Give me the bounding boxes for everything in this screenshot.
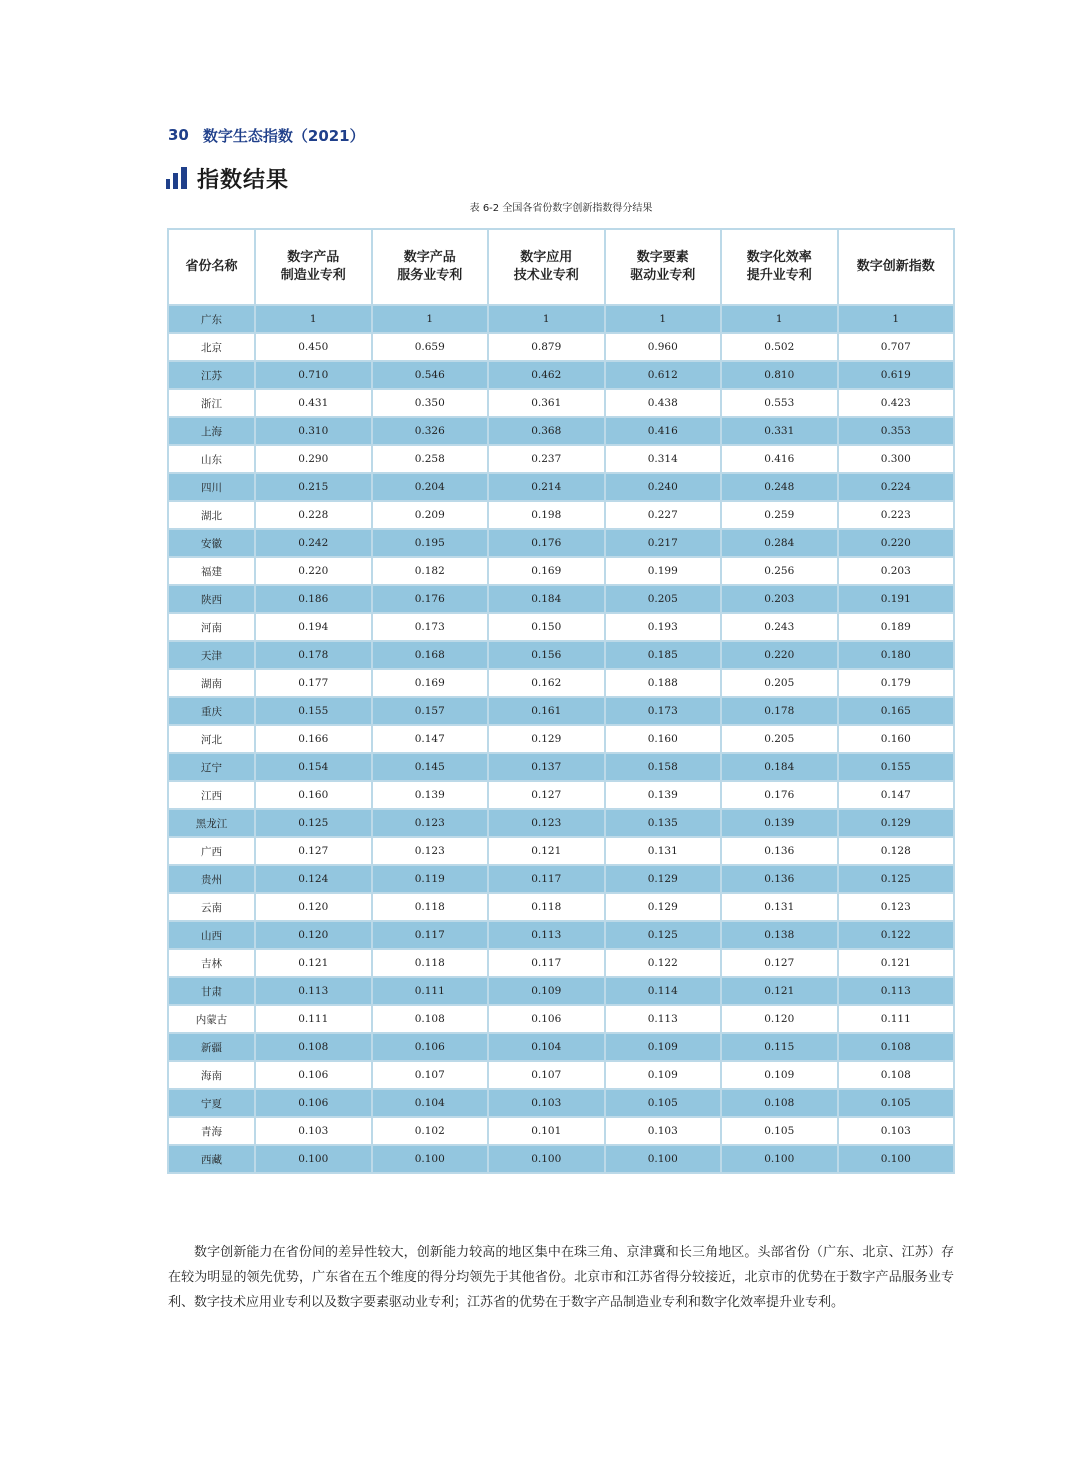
score-cell: 0.707 xyxy=(838,333,955,361)
section-heading xyxy=(166,163,289,193)
score-cell: 0.960 xyxy=(605,333,722,361)
score-cell: 0.160 xyxy=(838,725,955,753)
section-bars-icon xyxy=(166,167,187,189)
score-cell: 0.431 xyxy=(255,389,372,417)
table-row xyxy=(168,781,954,809)
score-cell: 0.243 xyxy=(721,613,838,641)
score-cell: 0.259 xyxy=(721,501,838,529)
score-cell: 0.205 xyxy=(721,669,838,697)
score-cell: 0.160 xyxy=(255,781,372,809)
score-cell: 0.204 xyxy=(372,473,489,501)
province-cell: 辽宁 xyxy=(168,753,255,781)
score-cell: 0.127 xyxy=(488,781,605,809)
table-body xyxy=(168,305,954,1173)
province-cell: 河北 xyxy=(168,725,255,753)
score-cell: 0.136 xyxy=(721,865,838,893)
score-cell: 0.136 xyxy=(721,837,838,865)
province-cell: 湖南 xyxy=(168,669,255,697)
table-row xyxy=(168,1145,954,1173)
score-cell: 0.104 xyxy=(372,1089,489,1117)
score-cell: 0.173 xyxy=(605,697,722,725)
score-cell: 0.108 xyxy=(721,1089,838,1117)
table-row xyxy=(168,305,954,333)
score-cell: 0.100 xyxy=(372,1145,489,1173)
score-cell: 0.240 xyxy=(605,473,722,501)
score-cell: 0.118 xyxy=(372,893,489,921)
score-cell: 0.120 xyxy=(721,1005,838,1033)
score-cell: 0.178 xyxy=(721,697,838,725)
score-cell: 0.106 xyxy=(255,1089,372,1117)
table-row xyxy=(168,501,954,529)
province-cell: 内蒙古 xyxy=(168,1005,255,1033)
score-cell: 0.118 xyxy=(372,949,489,977)
score-cell: 0.450 xyxy=(255,333,372,361)
score-cell: 0.158 xyxy=(605,753,722,781)
province-cell: 广西 xyxy=(168,837,255,865)
score-cell: 1 xyxy=(372,305,489,333)
score-cell: 0.189 xyxy=(838,613,955,641)
score-cell: 0.123 xyxy=(488,809,605,837)
score-cell: 0.314 xyxy=(605,445,722,473)
score-cell: 0.137 xyxy=(488,753,605,781)
score-cell: 0.109 xyxy=(605,1033,722,1061)
score-cell: 0.180 xyxy=(838,641,955,669)
score-cell: 0.125 xyxy=(838,865,955,893)
table-row xyxy=(168,977,954,1005)
score-cell: 1 xyxy=(838,305,955,333)
score-cell: 0.129 xyxy=(605,893,722,921)
score-cell: 0.109 xyxy=(721,1061,838,1089)
header-element-patent: 数字要素 驱动业专利 xyxy=(605,229,722,305)
header-efficiency-patent: 数字化效率 提升业专利 xyxy=(721,229,838,305)
score-cell: 0.258 xyxy=(372,445,489,473)
province-cell: 湖北 xyxy=(168,501,255,529)
score-cell: 0.310 xyxy=(255,417,372,445)
score-cell: 0.102 xyxy=(372,1117,489,1145)
score-cell: 0.150 xyxy=(488,613,605,641)
table-row xyxy=(168,641,954,669)
table-row xyxy=(168,445,954,473)
province-cell: 广东 xyxy=(168,305,255,333)
score-cell: 0.119 xyxy=(372,865,489,893)
score-cell: 0.100 xyxy=(838,1145,955,1173)
score-cell: 0.203 xyxy=(721,585,838,613)
score-cell: 0.135 xyxy=(605,809,722,837)
score-cell: 0.160 xyxy=(605,725,722,753)
score-cell: 0.242 xyxy=(255,529,372,557)
province-cell: 宁夏 xyxy=(168,1089,255,1117)
score-cell: 0.100 xyxy=(605,1145,722,1173)
score-cell: 0.103 xyxy=(255,1117,372,1145)
score-cell: 0.166 xyxy=(255,725,372,753)
score-cell: 0.169 xyxy=(488,557,605,585)
score-cell: 0.108 xyxy=(255,1033,372,1061)
score-cell: 0.147 xyxy=(372,725,489,753)
score-cell: 0.300 xyxy=(838,445,955,473)
score-cell: 0.350 xyxy=(372,389,489,417)
table-row xyxy=(168,613,954,641)
score-cell: 0.156 xyxy=(488,641,605,669)
body-paragraph: 数字创新能力在省份间的差异性较大，创新能力较高的地区集中在珠三角、京津冀和长三角地区。头部省份（广东、北京、江苏）存在较为明显的领先优势，广东省在五个维度的得分均领先于其他省份。北京市和江苏省得分较接近，北京市的优势在于数字产品服务业专利、数字技术应用业专利以及数字要素驱动业专利；江苏省的优势在于数字产品制造业专利和数字化效率提升业专利。 xyxy=(168,1245,954,1310)
header-manufacturing-patent: 数字产品 制造业专利 xyxy=(255,229,372,305)
score-cell: 0.123 xyxy=(372,837,489,865)
score-cell: 0.185 xyxy=(605,641,722,669)
score-cell: 0.710 xyxy=(255,361,372,389)
score-cell: 0.209 xyxy=(372,501,489,529)
province-cell: 吉林 xyxy=(168,949,255,977)
table-row xyxy=(168,389,954,417)
score-cell: 0.121 xyxy=(488,837,605,865)
table-row xyxy=(168,557,954,585)
province-cell: 河南 xyxy=(168,613,255,641)
score-cell: 0.215 xyxy=(255,473,372,501)
score-cell: 0.199 xyxy=(605,557,722,585)
table-row xyxy=(168,1061,954,1089)
table-row xyxy=(168,361,954,389)
score-cell: 0.810 xyxy=(721,361,838,389)
score-cell: 0.284 xyxy=(721,529,838,557)
table-row xyxy=(168,1033,954,1061)
score-cell: 0.123 xyxy=(838,893,955,921)
province-cell: 福建 xyxy=(168,557,255,585)
table-row xyxy=(168,1117,954,1145)
table-row xyxy=(168,417,954,445)
score-cell: 0.139 xyxy=(721,809,838,837)
score-cell: 0.184 xyxy=(721,753,838,781)
province-cell: 甘肃 xyxy=(168,977,255,1005)
score-cell: 0.214 xyxy=(488,473,605,501)
score-cell: 0.154 xyxy=(255,753,372,781)
score-cell: 0.109 xyxy=(488,977,605,1005)
score-cell: 0.105 xyxy=(721,1117,838,1145)
header-application-patent: 数字应用 技术业专利 xyxy=(488,229,605,305)
score-cell: 0.103 xyxy=(605,1117,722,1145)
score-cell: 0.176 xyxy=(721,781,838,809)
header-innovation-index: 数字创新指数 xyxy=(838,229,955,305)
score-cell: 0.117 xyxy=(372,921,489,949)
section-title: 指数结果 xyxy=(197,167,290,193)
score-cell: 0.423 xyxy=(838,389,955,417)
table-row xyxy=(168,669,954,697)
score-cell: 0.205 xyxy=(721,725,838,753)
province-cell: 西藏 xyxy=(168,1145,255,1173)
score-cell: 0.120 xyxy=(255,921,372,949)
table-row xyxy=(168,921,954,949)
score-cell: 0.179 xyxy=(838,669,955,697)
province-cell: 山西 xyxy=(168,921,255,949)
score-cell: 0.659 xyxy=(372,333,489,361)
score-cell: 0.147 xyxy=(838,781,955,809)
province-cell: 陕西 xyxy=(168,585,255,613)
score-cell: 0.248 xyxy=(721,473,838,501)
score-cell: 0.113 xyxy=(488,921,605,949)
score-cell: 0.138 xyxy=(721,921,838,949)
score-cell: 0.111 xyxy=(372,977,489,1005)
score-cell: 0.361 xyxy=(488,389,605,417)
score-cell: 0.502 xyxy=(721,333,838,361)
score-cell: 0.124 xyxy=(255,865,372,893)
score-cell: 0.165 xyxy=(838,697,955,725)
score-cell: 0.331 xyxy=(721,417,838,445)
score-cell: 0.155 xyxy=(255,697,372,725)
province-cell: 海南 xyxy=(168,1061,255,1089)
province-cell: 山东 xyxy=(168,445,255,473)
score-cell: 0.118 xyxy=(488,893,605,921)
score-cell: 0.114 xyxy=(605,977,722,1005)
score-cell: 0.121 xyxy=(721,977,838,1005)
table-row xyxy=(168,1089,954,1117)
score-cell: 0.100 xyxy=(488,1145,605,1173)
score-cell: 0.113 xyxy=(255,977,372,1005)
score-cell: 0.438 xyxy=(605,389,722,417)
table-row xyxy=(168,809,954,837)
score-cell: 0.127 xyxy=(721,949,838,977)
province-cell: 北京 xyxy=(168,333,255,361)
score-cell: 0.224 xyxy=(838,473,955,501)
score-cell: 0.169 xyxy=(372,669,489,697)
score-cell: 0.115 xyxy=(721,1033,838,1061)
score-cell: 0.182 xyxy=(372,557,489,585)
score-cell: 0.155 xyxy=(838,753,955,781)
score-cell: 0.129 xyxy=(838,809,955,837)
score-cell: 0.101 xyxy=(488,1117,605,1145)
score-cell: 0.195 xyxy=(372,529,489,557)
score-cell: 0.223 xyxy=(838,501,955,529)
score-cell: 0.129 xyxy=(488,725,605,753)
province-cell: 江苏 xyxy=(168,361,255,389)
score-cell: 0.326 xyxy=(372,417,489,445)
score-cell: 0.131 xyxy=(721,893,838,921)
score-cell: 0.107 xyxy=(372,1061,489,1089)
score-cell: 1 xyxy=(255,305,372,333)
score-cell: 0.104 xyxy=(488,1033,605,1061)
score-cell: 0.122 xyxy=(838,921,955,949)
score-cell: 0.353 xyxy=(838,417,955,445)
score-cell: 0.111 xyxy=(255,1005,372,1033)
score-cell: 0.121 xyxy=(255,949,372,977)
score-cell: 0.193 xyxy=(605,613,722,641)
table-row xyxy=(168,1005,954,1033)
province-cell: 天津 xyxy=(168,641,255,669)
page-number: 30 xyxy=(168,126,189,144)
score-cell: 0.178 xyxy=(255,641,372,669)
header-province: 省份名称 xyxy=(168,229,255,305)
score-cell: 0.220 xyxy=(838,529,955,557)
score-cell: 0.220 xyxy=(255,557,372,585)
score-cell: 0.228 xyxy=(255,501,372,529)
score-cell: 1 xyxy=(721,305,838,333)
score-cell: 0.177 xyxy=(255,669,372,697)
score-cell: 0.125 xyxy=(255,809,372,837)
score-cell: 0.129 xyxy=(605,865,722,893)
header-service-patent: 数字产品 服务业专利 xyxy=(372,229,489,305)
score-cell: 0.123 xyxy=(372,809,489,837)
score-cell: 0.184 xyxy=(488,585,605,613)
score-cell: 0.139 xyxy=(372,781,489,809)
score-cell: 0.416 xyxy=(605,417,722,445)
score-cell: 0.227 xyxy=(605,501,722,529)
score-cell: 1 xyxy=(488,305,605,333)
table-row xyxy=(168,333,954,361)
province-cell: 浙江 xyxy=(168,389,255,417)
score-cell: 0.186 xyxy=(255,585,372,613)
score-cell: 0.108 xyxy=(372,1005,489,1033)
score-cell: 0.125 xyxy=(605,921,722,949)
score-cell: 0.176 xyxy=(372,585,489,613)
score-cell: 0.462 xyxy=(488,361,605,389)
running-head xyxy=(168,124,365,146)
score-cell: 0.161 xyxy=(488,697,605,725)
score-cell: 0.157 xyxy=(372,697,489,725)
table-row xyxy=(168,753,954,781)
score-cell: 0.176 xyxy=(488,529,605,557)
score-cell: 0.106 xyxy=(255,1061,372,1089)
score-cell: 0.191 xyxy=(838,585,955,613)
province-cell: 上海 xyxy=(168,417,255,445)
score-cell: 0.368 xyxy=(488,417,605,445)
score-cell: 0.194 xyxy=(255,613,372,641)
running-head-title: 数字生态指数（2021） xyxy=(202,126,365,145)
score-cell: 0.127 xyxy=(255,837,372,865)
score-cell: 0.188 xyxy=(605,669,722,697)
province-cell: 新疆 xyxy=(168,1033,255,1061)
score-cell: 0.108 xyxy=(838,1033,955,1061)
province-cell: 四川 xyxy=(168,473,255,501)
score-cell: 0.145 xyxy=(372,753,489,781)
score-cell: 0.103 xyxy=(488,1089,605,1117)
score-cell: 0.619 xyxy=(838,361,955,389)
score-cell: 0.106 xyxy=(488,1005,605,1033)
table-row xyxy=(168,725,954,753)
score-cell: 0.106 xyxy=(372,1033,489,1061)
table-row xyxy=(168,865,954,893)
table-row xyxy=(168,893,954,921)
score-cell: 0.105 xyxy=(605,1089,722,1117)
score-cell: 0.100 xyxy=(721,1145,838,1173)
score-cell: 0.553 xyxy=(721,389,838,417)
score-cell: 0.217 xyxy=(605,529,722,557)
province-cell: 贵州 xyxy=(168,865,255,893)
score-cell: 0.131 xyxy=(605,837,722,865)
score-cell: 0.162 xyxy=(488,669,605,697)
score-cell: 0.205 xyxy=(605,585,722,613)
table-header-row xyxy=(168,229,954,305)
score-cell: 0.108 xyxy=(838,1061,955,1089)
score-cell: 0.203 xyxy=(838,557,955,585)
score-cell: 0.416 xyxy=(721,445,838,473)
score-cell: 0.100 xyxy=(255,1145,372,1173)
province-cell: 黑龙江 xyxy=(168,809,255,837)
score-cell: 0.109 xyxy=(605,1061,722,1089)
score-cell: 0.113 xyxy=(605,1005,722,1033)
score-cell: 0.122 xyxy=(605,949,722,977)
table-caption: 表 6-2 全国各省份数字创新指数得分结果 xyxy=(469,203,653,214)
score-cell: 0.117 xyxy=(488,865,605,893)
score-cell: 0.103 xyxy=(838,1117,955,1145)
score-cell: 0.139 xyxy=(605,781,722,809)
table-row xyxy=(168,585,954,613)
score-cell: 0.612 xyxy=(605,361,722,389)
score-cell: 0.113 xyxy=(838,977,955,1005)
table-row xyxy=(168,473,954,501)
province-cell: 青海 xyxy=(168,1117,255,1145)
score-cell: 0.879 xyxy=(488,333,605,361)
score-cell: 0.107 xyxy=(488,1061,605,1089)
score-cell: 0.111 xyxy=(838,1005,955,1033)
score-cell: 0.290 xyxy=(255,445,372,473)
table-row xyxy=(168,837,954,865)
index-table xyxy=(167,228,955,1174)
table-row xyxy=(168,697,954,725)
table-row xyxy=(168,529,954,557)
province-cell: 云南 xyxy=(168,893,255,921)
province-cell: 江西 xyxy=(168,781,255,809)
score-cell: 0.120 xyxy=(255,893,372,921)
province-cell: 安徽 xyxy=(168,529,255,557)
score-cell: 0.237 xyxy=(488,445,605,473)
score-cell: 0.220 xyxy=(721,641,838,669)
score-cell: 0.128 xyxy=(838,837,955,865)
score-cell: 0.168 xyxy=(372,641,489,669)
score-cell: 0.546 xyxy=(372,361,489,389)
province-cell: 重庆 xyxy=(168,697,255,725)
score-cell: 0.105 xyxy=(838,1089,955,1117)
table-row xyxy=(168,949,954,977)
score-cell: 0.173 xyxy=(372,613,489,641)
score-cell: 0.256 xyxy=(721,557,838,585)
score-cell: 0.121 xyxy=(838,949,955,977)
score-cell: 1 xyxy=(605,305,722,333)
score-cell: 0.198 xyxy=(488,501,605,529)
score-cell: 0.117 xyxy=(488,949,605,977)
